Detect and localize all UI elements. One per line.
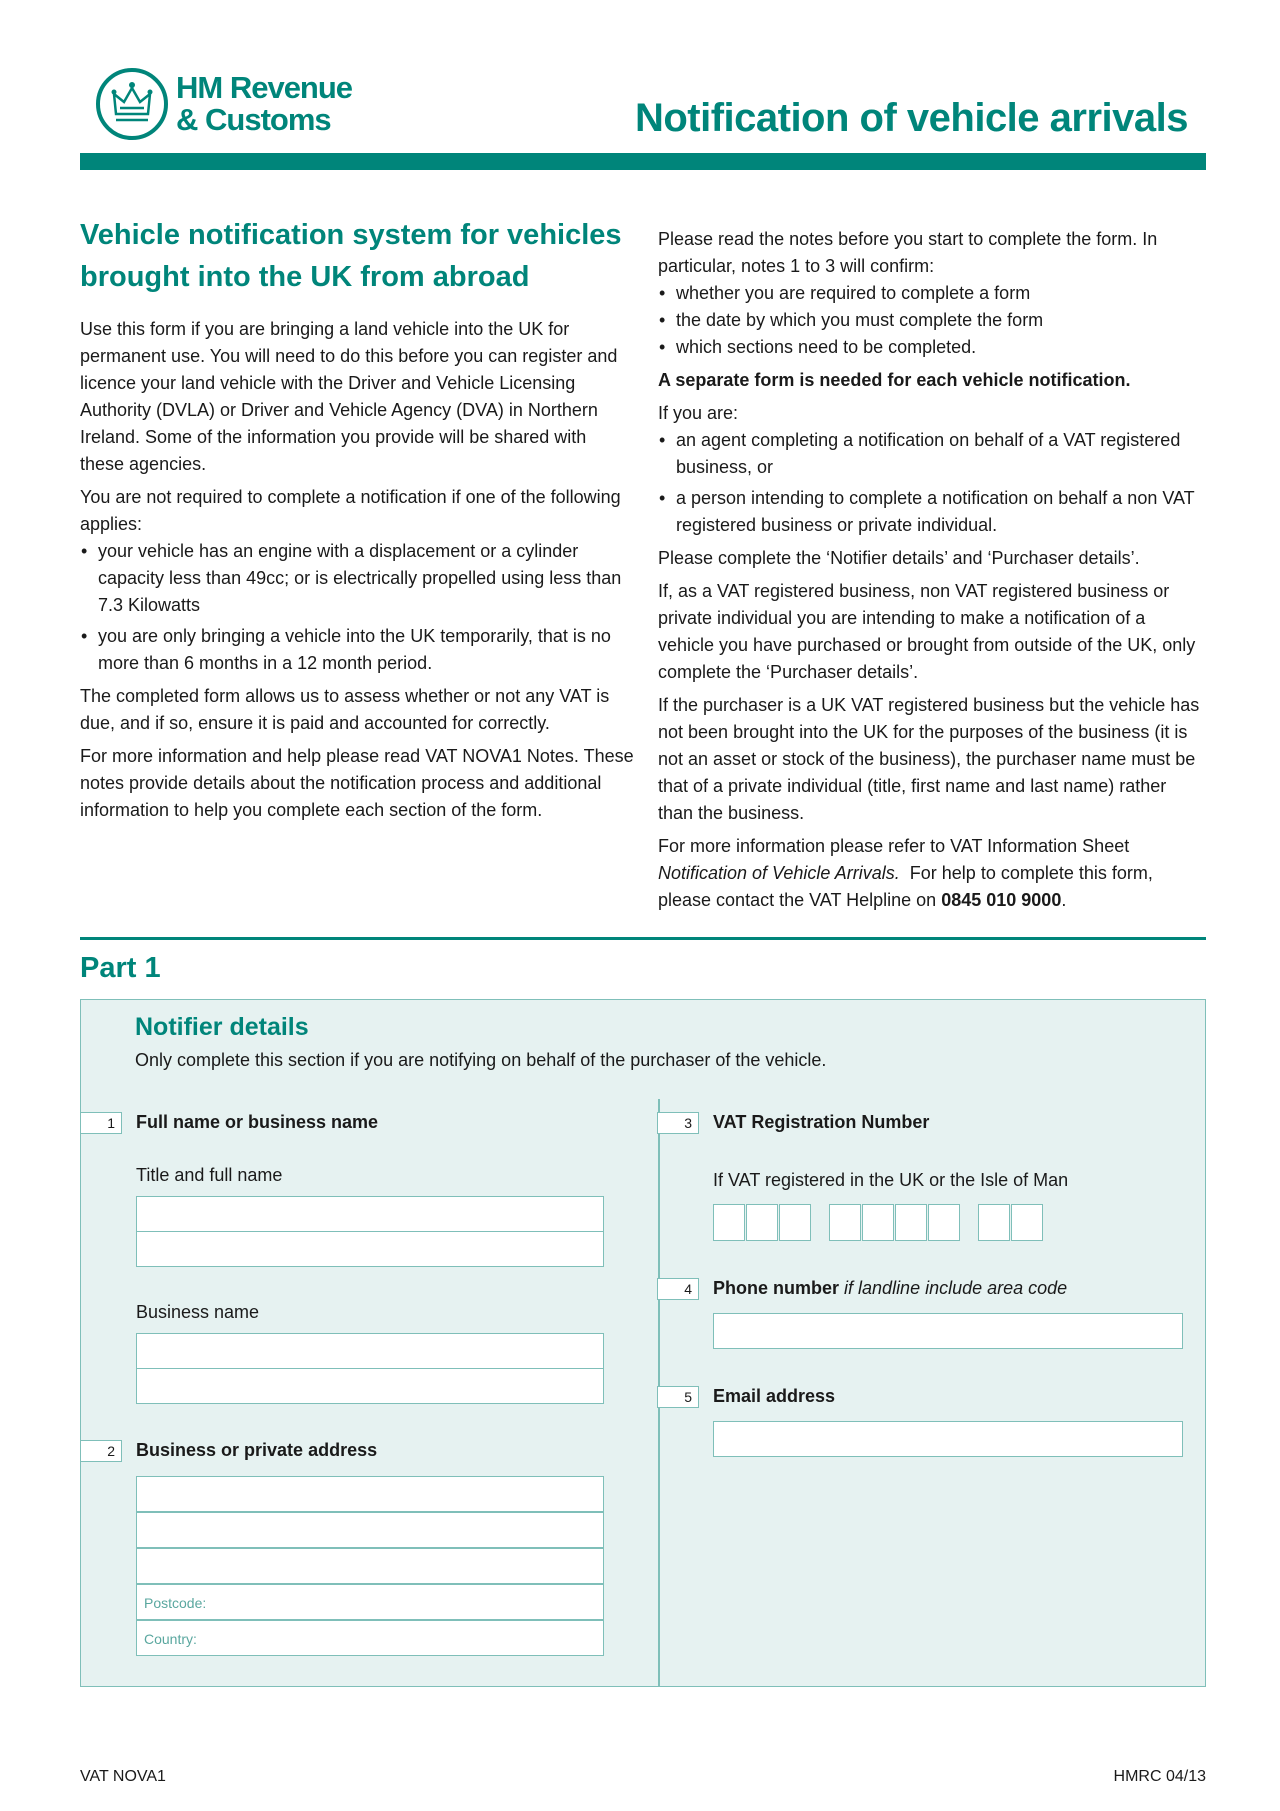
- vat-digit-box[interactable]: [829, 1204, 861, 1241]
- vat-digit-box[interactable]: [713, 1204, 745, 1241]
- title-full-name-label: Title and full name: [136, 1165, 283, 1185]
- question-number-4: 4: [657, 1278, 699, 1300]
- address-field-line-2[interactable]: [136, 1512, 604, 1548]
- intro-paragraph-3: The completed form allows us to assess whether or not any VAT is due, and if so, ensure it is paid and accounted for correctly.: [80, 686, 610, 733]
- list-item: • a person intending to complete a notification on behalf a non VAT registered business or private individual.: [658, 485, 1206, 539]
- intro-heading: Vehicle notification system for vehicles brought into the UK from abroad: [80, 219, 622, 293]
- section-instruction: Only complete this section if you are notifying on behalf of the purchaser of the vehicle.: [135, 1050, 827, 1070]
- logo-line-1: HM Revenue: [176, 70, 353, 105]
- question-number-3: 3: [657, 1112, 699, 1134]
- country-field[interactable]: Country:: [136, 1620, 604, 1656]
- question-number-2: 2: [80, 1440, 122, 1462]
- if-you-are: If you are:: [658, 403, 739, 423]
- question-label-4: Phone number if landline include area code: [713, 1278, 1068, 1298]
- vat-digit-box[interactable]: [746, 1204, 778, 1241]
- business-purchaser-note: If the purchaser is a UK VAT registered business but the vehicle has not been brought into the UK for the purposes of the business (it is not an asset or stock of the business), the purchaser name must be that of a private individual (title, first name and last name) rather than the business.: [658, 695, 1200, 823]
- list-item: • your vehicle has an engine with a displacement or a cylinder capacity less than 49cc; or is electrically propelled using less than 7.3 Kilowatts: [80, 538, 635, 619]
- vat-digit-box[interactable]: [928, 1204, 960, 1241]
- purchaser-only-note: If, as a VAT registered business, non VAT registered business or private individual you are intending to make a notification of a vehicle you have purchased or brought from outside of the UK, only complete the ‘Purchaser details’.: [658, 581, 1196, 682]
- list-item: • the date by which you must complete the form: [658, 307, 1206, 334]
- question-number-5: 5: [657, 1386, 699, 1408]
- crown-crest-icon: [96, 68, 168, 140]
- email-address-field[interactable]: [713, 1421, 1183, 1457]
- intro-paragraph-2: You are not required to complete a notification if one of the following applies:: [80, 487, 621, 534]
- section-title: Notifier details: [135, 1013, 309, 1041]
- question-label-5: Email address: [713, 1386, 836, 1406]
- intro-paragraph-1: Use this form if you are bringing a land vehicle into the UK for permanent use. You will need to do this before you can register and licence your land vehicle with the Driver and Vehicle Licensing Authority (DVLA) or Driver and Vehicle Agency (DVA) in Northern Ireland. Some of the information you provide will be shared with these agencies.: [80, 319, 618, 474]
- list-item: • you are only bringing a vehicle into the UK temporarily, that is no more than 6 months in a 12 month period.: [80, 623, 635, 677]
- logo-line-2: & Customs: [176, 102, 331, 137]
- question-label-1: Full name or business name: [136, 1112, 379, 1132]
- list-item: • whether you are required to complete a form: [658, 280, 1206, 307]
- vat-digit-box[interactable]: [895, 1204, 927, 1241]
- vat-registration-hint: If VAT registered in the UK or the Isle of Man: [713, 1170, 1069, 1190]
- hmrc-logo: [96, 68, 352, 140]
- section-divider: [80, 937, 1206, 940]
- question-number-1: 1: [80, 1112, 122, 1134]
- part-title: Part 1: [80, 952, 161, 984]
- exemption-list: [80, 538, 635, 677]
- question-label-2: Business or private address: [136, 1440, 378, 1460]
- agent-list: [658, 427, 1206, 539]
- intro-paragraph-4: For more information and help please read VAT NOVA1 Notes. These notes provide details about the notification process and additional information to help you complete each section of the form.: [80, 746, 634, 820]
- address-field-line-1[interactable]: [136, 1476, 604, 1512]
- vat-number-boxes: [713, 1204, 1044, 1241]
- vat-digit-box[interactable]: [779, 1204, 811, 1241]
- question-label-3: VAT Registration Number: [713, 1112, 930, 1132]
- business-name-field-line-2[interactable]: [136, 1368, 604, 1404]
- complete-both-note: Please complete the ‘Notifier details’ and ‘Purchaser details’.: [658, 548, 1140, 568]
- helpline-number: 0845 010 9000: [941, 890, 1062, 910]
- intro-left-column: [80, 214, 635, 830]
- business-name-field-line-1[interactable]: [136, 1333, 604, 1369]
- vat-digit-box[interactable]: [862, 1204, 894, 1241]
- vat-digit-box[interactable]: [978, 1204, 1010, 1241]
- intro-right-column: [658, 226, 1206, 920]
- separate-form-note: A separate form is needed for each vehicle notification.: [658, 370, 1131, 390]
- full-name-field-line-1[interactable]: [136, 1196, 604, 1232]
- vat-digit-box[interactable]: [1011, 1204, 1043, 1241]
- notes-paragraph: Please read the notes before you start to complete the form. In particular, notes 1 to 3 will confirm:: [658, 229, 1158, 276]
- phone-number-field[interactable]: [713, 1313, 1183, 1349]
- business-name-label: Business name: [136, 1302, 260, 1322]
- form-version: HMRC 04/13: [1113, 1768, 1206, 1785]
- helpline-paragraph: For more information please refer to VAT Information Sheet Notification of Vehicle Arrivals. For help to complete this form, please contact the VAT Helpline on 0845 010 9000.: [658, 836, 1153, 910]
- form-reference: VAT NOVA1: [80, 1768, 166, 1785]
- full-name-field-line-2[interactable]: [136, 1231, 604, 1267]
- list-item: • which sections need to be completed.: [658, 334, 1206, 361]
- document-title: Notification of vehicle arrivals: [634, 96, 1188, 140]
- list-item: • an agent completing a notification on behalf of a VAT registered business, or: [658, 427, 1206, 481]
- postcode-field[interactable]: Postcode:: [136, 1584, 604, 1620]
- address-field-line-3[interactable]: [136, 1548, 604, 1584]
- header-bar: [80, 153, 1206, 170]
- notes-list: [658, 280, 1206, 361]
